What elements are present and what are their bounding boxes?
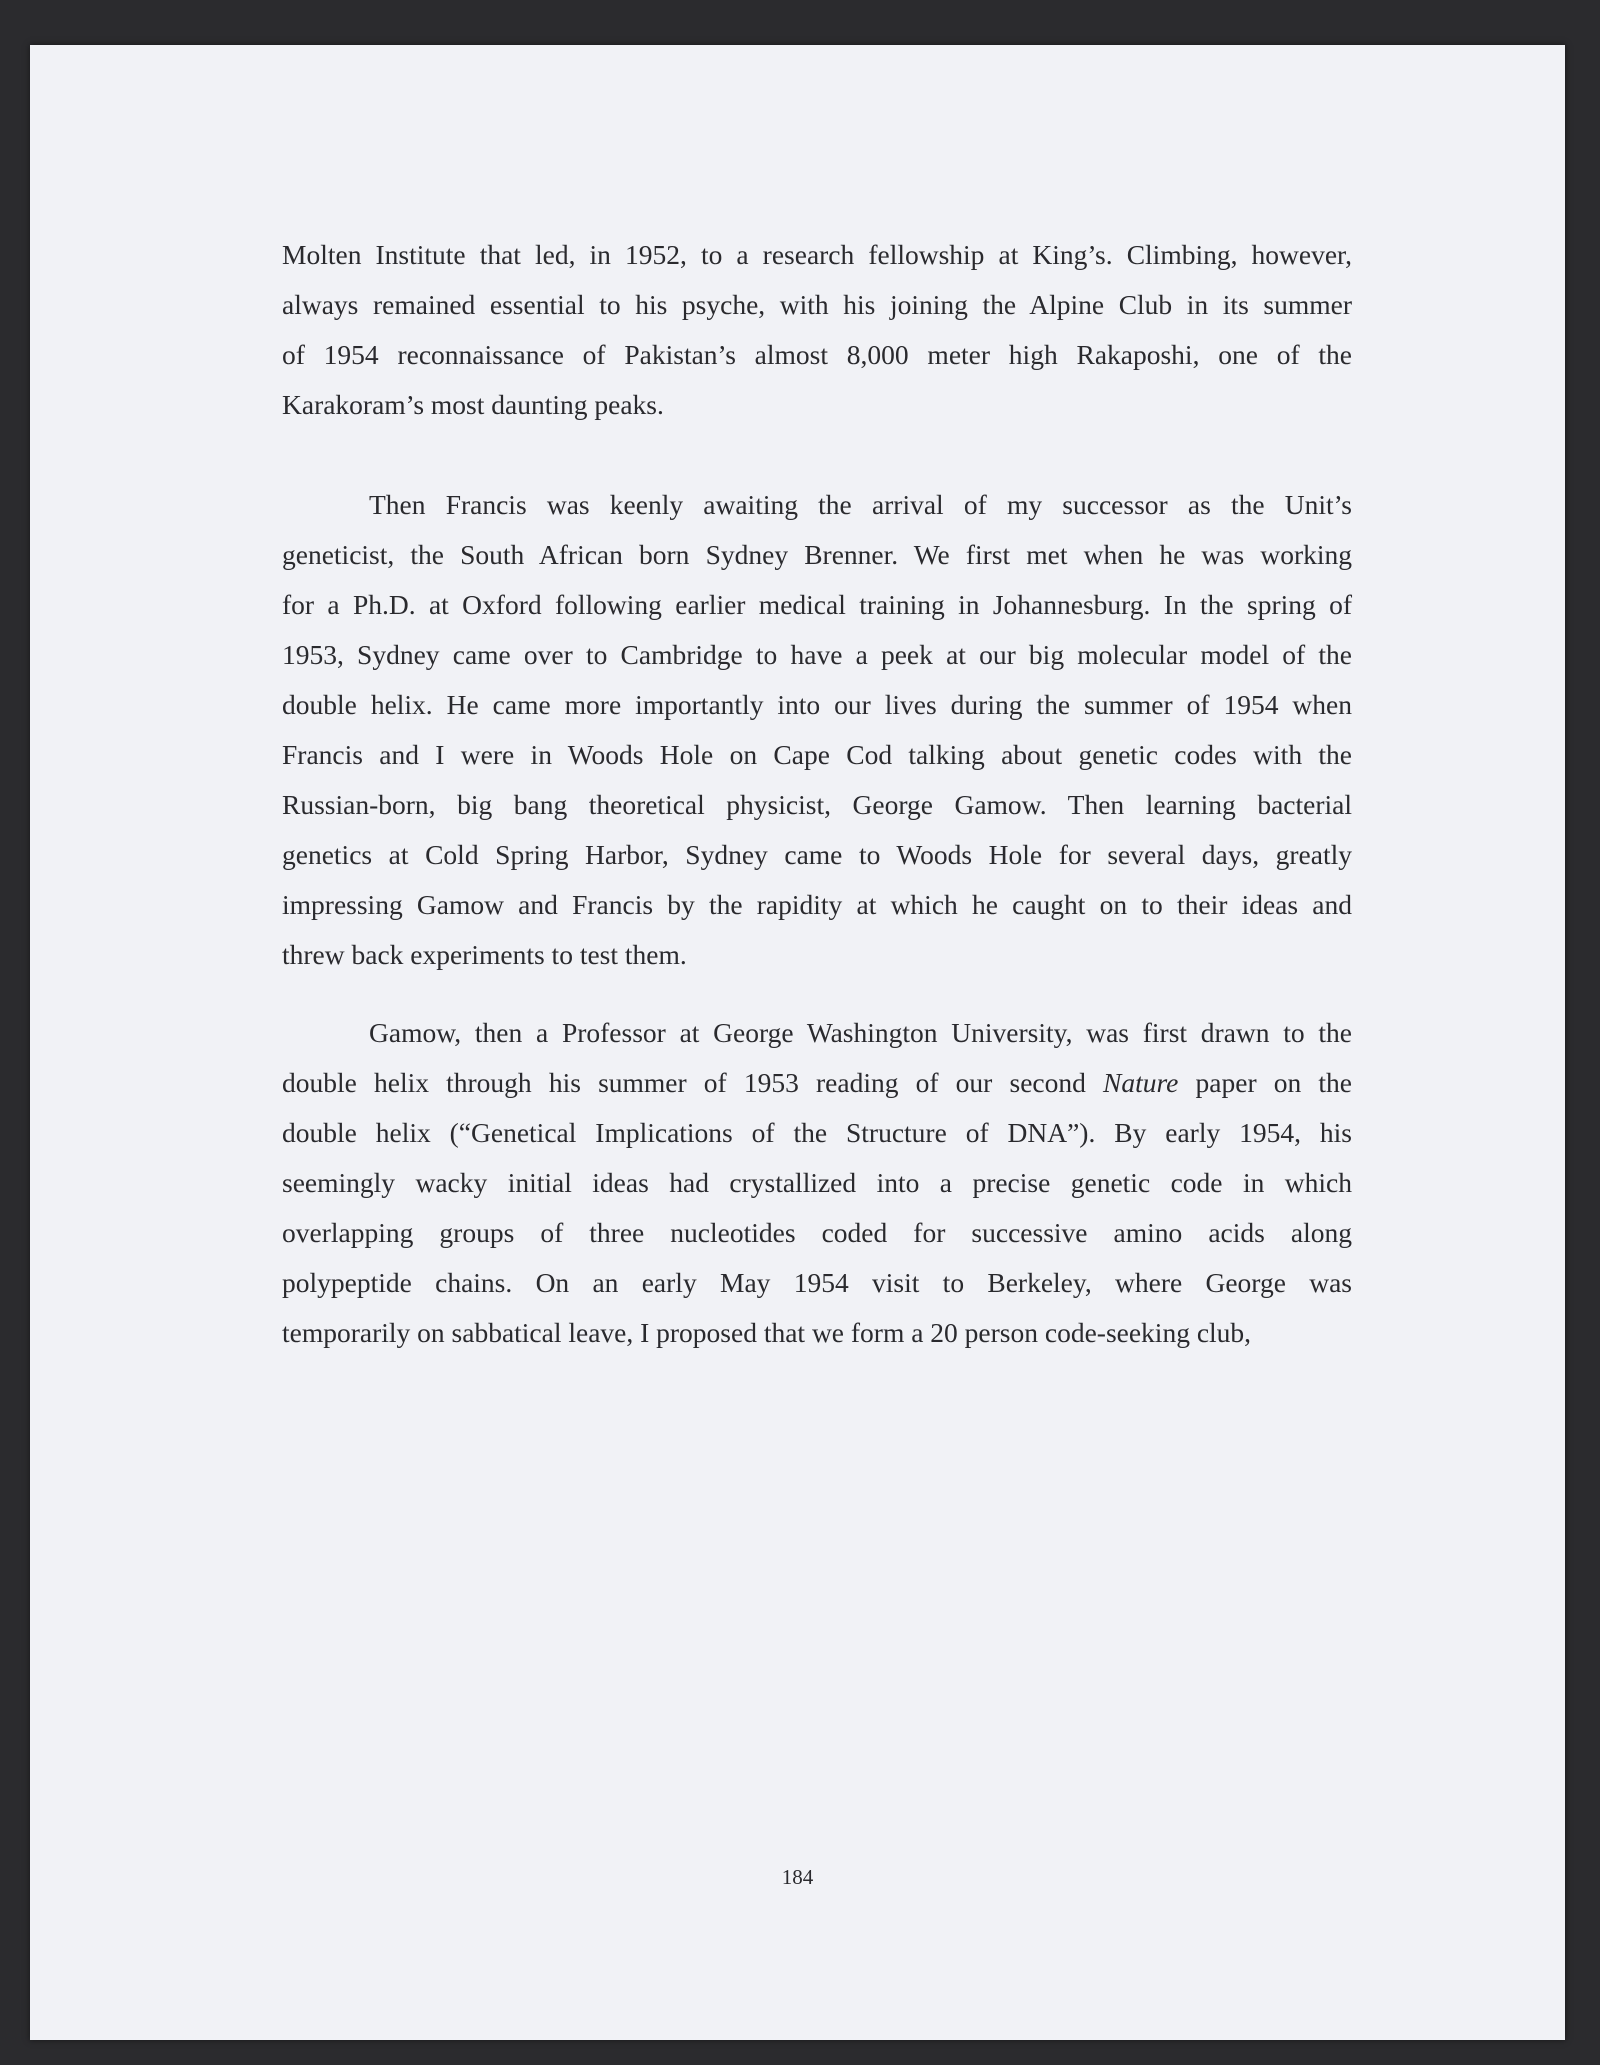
journal-title-italic: Nature bbox=[1103, 1067, 1179, 1098]
text-segment: double helix through his summer of 1953 reading of our second bbox=[282, 1067, 1086, 1098]
text-segment: paper on the bbox=[1195, 1067, 1353, 1098]
text-line: temporarily on sabbatical leave, I proposed that we form a 20 person code-seeking club, bbox=[282, 1317, 1252, 1348]
text-line: double helix. He came more importantly into our lives during the summer of 1954 when bbox=[282, 689, 1352, 720]
text-line: Francis and I were in Woods Hole on Cape Cod talking about genetic codes with the bbox=[282, 739, 1352, 770]
text-line: Karakoram’s most daunting peaks. bbox=[282, 389, 664, 420]
text-line: threw back experiments to test them. bbox=[282, 939, 687, 970]
text-line: Then Francis was keenly awaiting the arrival of my successor as the Unit’s bbox=[369, 489, 1352, 520]
text-line: geneticist, the South African born Sydney Brenner. We first met when he was working bbox=[282, 539, 1352, 570]
text-line: Molten Institute that led, in 1952, to a research fellowship at King’s. Climbing, however, bbox=[282, 239, 1352, 270]
text-line: Gamow, then a Professor at George Washington University, was first drawn to the bbox=[369, 1017, 1352, 1048]
text-line: seemingly wacky initial ideas had crystallized into a precise genetic code in which bbox=[282, 1167, 1352, 1198]
text-line-with-italic bbox=[282, 1063, 1352, 1103]
text-line: of 1954 reconnaissance of Pakistan’s almost 8,000 meter high Rakaposhi, one of the bbox=[282, 339, 1352, 370]
page-number: 184 bbox=[781, 1865, 814, 1889]
document-page bbox=[30, 45, 1565, 2040]
text-line: 1953, Sydney came over to Cambridge to have a peek at our big molecular model of the bbox=[282, 639, 1352, 670]
text-line: Russian-born, big bang theoretical physicist, George Gamow. Then learning bacterial bbox=[282, 789, 1352, 820]
text-line: genetics at Cold Spring Harbor, Sydney came to Woods Hole for several days, greatly bbox=[282, 839, 1352, 870]
text-line: polypeptide chains. On an early May 1954 visit to Berkeley, where George was bbox=[282, 1267, 1352, 1298]
text-line: for a Ph.D. at Oxford following earlier medical training in Johannesburg. In the spring of bbox=[282, 589, 1352, 620]
text-line: double helix (“Genetical Implications of the Structure of DNA”). By early 1954, his bbox=[282, 1117, 1352, 1148]
text-line: impressing Gamow and Francis by the rapidity at which he caught on to their ideas and bbox=[282, 889, 1352, 920]
text-line: overlapping groups of three nucleotides coded for successive amino acids along bbox=[282, 1217, 1352, 1248]
text-line: always remained essential to his psyche, with his joining the Alpine Club in its summer bbox=[282, 289, 1352, 320]
